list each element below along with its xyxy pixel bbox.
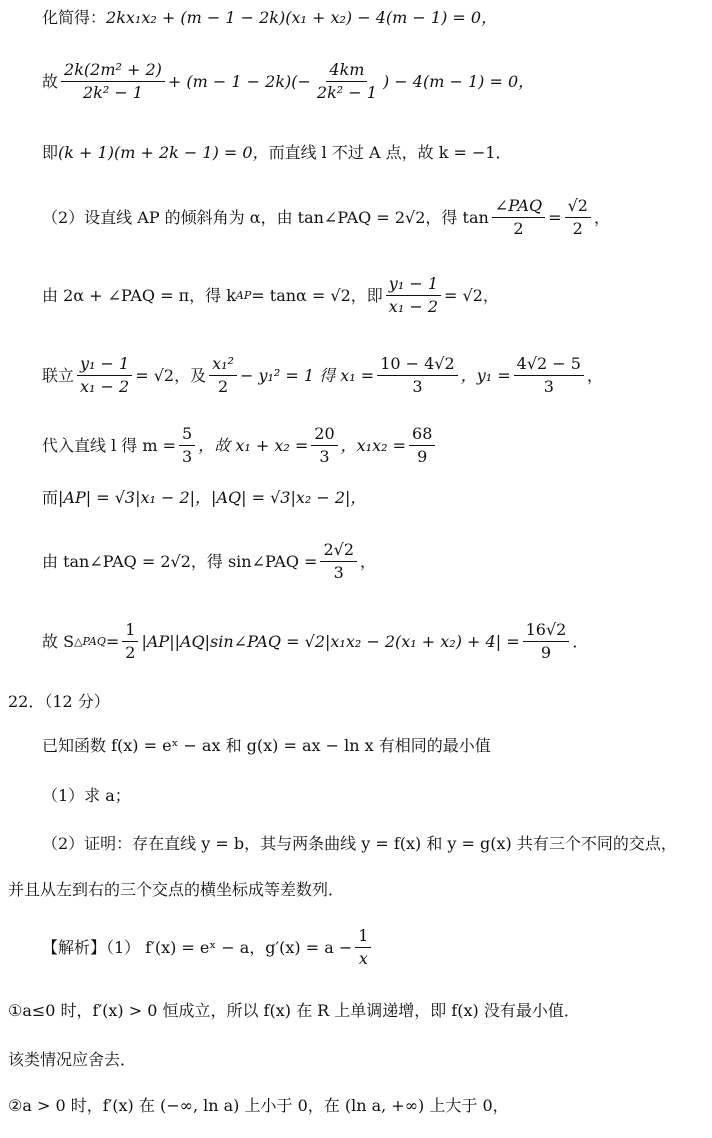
derivation-line-9: [42, 542, 376, 581]
line-4-pre: （2）设直线 AP 的倾斜角为 α，由 tan∠PAQ = 2√2，得 tan: [42, 207, 489, 227]
problem-statement: [42, 738, 491, 754]
solution-case-1-text: ①a≤0 时，f′(x) > 0 恒成立，所以 f(x) 在 R 上单调递增，即 f(x) 没有最小值．: [8, 1001, 580, 1020]
line-10-subscript: △PAQ: [74, 635, 106, 648]
line-6-fraction-2-den: 2: [217, 377, 229, 396]
line-2-post: ) − 4(m − 1) = 0，: [382, 71, 535, 91]
line-6-fraction-2-num: x₁²: [209, 356, 237, 376]
derivation-line-7: [42, 426, 438, 465]
line-10-fraction-2: [523, 622, 570, 661]
line-6-fraction-4: [514, 356, 584, 395]
derivation-line-2: [42, 62, 534, 101]
line-2-mid: + (m − 1 − 2k)(−: [167, 71, 311, 91]
line-4-fraction-2: [565, 198, 591, 237]
solution-header-pre: 【解析】（1） f′(x) = eˣ − a，g′(x) = a −: [42, 937, 353, 957]
line-10-fraction-2-den: 9: [540, 643, 552, 662]
question-part-2: [42, 836, 677, 852]
line-6-mid-3: ，y₁ =: [460, 365, 511, 385]
line-8-pre: 而: [42, 488, 59, 507]
line-10-mid: =: [105, 631, 120, 651]
line-5-pre: 由 2α + ∠PAQ = π，得 k: [42, 285, 236, 305]
line-7-fraction-3-num: 68: [409, 426, 435, 446]
line-8-math: |AP| = √3|x₁ − 2|，|AQ| = √3|x₂ − 2|，: [58, 488, 367, 507]
line-4-mid: =: [548, 207, 562, 227]
line-4-fraction-1-den: 2: [513, 219, 524, 238]
line-2-fraction-2-num: 4km: [326, 62, 367, 82]
problem-number-text: 22．（12 分）: [8, 692, 110, 711]
solution-case-2: [8, 1098, 509, 1114]
derivation-line-3: [42, 145, 512, 161]
line-6-mid: = √2，及: [135, 365, 207, 385]
derivation-line-4: [42, 198, 610, 237]
line-5-fraction-den: x₁ − 2: [388, 297, 438, 316]
line-2-pre: 故: [42, 71, 59, 91]
line-6-fraction-3-num: 10 − 4√2: [377, 356, 458, 376]
line-3-post: 而直线 l 不过 A 点，故 k = −1．: [268, 143, 512, 162]
line-6-fraction-1: [77, 356, 132, 395]
line-6-fraction-4-num: 4√2 − 5: [514, 356, 584, 376]
line-7-fraction-1-den: 3: [182, 447, 193, 466]
question-part-2-cont-text: 并且从左到右的三个交点的横坐标成等差数列．: [8, 880, 345, 899]
solution-header-fraction: [355, 928, 371, 967]
line-1-pre: 化简得：: [42, 8, 107, 27]
derivation-line-5: [42, 276, 499, 315]
problem-statement-text: 已知函数 f(x) = eˣ − ax 和 g(x) = ax − ln x 有相同的最小值: [42, 736, 491, 755]
line-6-fraction-1-num: y₁ − 1: [77, 356, 132, 376]
derivation-line-10: [42, 622, 588, 661]
line-4-post: ，: [593, 207, 610, 227]
solution-header: [42, 928, 374, 967]
solution-case-2-text: ②a > 0 时，f′(x) 在 (−∞, ln a) 上小于 0，在 (ln a, +∞) 上大于 0，: [8, 1096, 509, 1115]
line-3-math: (k + 1)(m + 2k − 1) = 0，: [58, 143, 269, 162]
line-9-post: ，: [360, 551, 377, 571]
line-9-fraction-num: 2√2: [320, 542, 357, 562]
line-2-fraction-1: [61, 62, 165, 101]
line-2-fraction-1-num: 2k(2m² + 2): [61, 62, 165, 82]
line-10-pre: 故 S: [42, 631, 75, 651]
derivation-line-1: [42, 10, 497, 26]
line-5-mid: = tanα = √2，即: [251, 285, 383, 305]
question-part-2-cont: [8, 882, 344, 898]
line-10-mid-2: |AP||AQ|sin∠PAQ = √2|x₁x₂ − 2(x₁ + x₂) + 4| =: [141, 631, 520, 651]
question-part-1: [42, 788, 131, 804]
solution-case-1-note-text: 该类情况应舍去．: [8, 1050, 137, 1069]
line-2-fraction-1-den: 2k² − 1: [82, 83, 143, 102]
line-7-fraction-3-den: 9: [417, 447, 428, 466]
line-5-post: = √2，: [444, 285, 499, 305]
line-5-fraction: [386, 276, 441, 315]
solution-header-fraction-den: x: [358, 949, 368, 968]
solution-case-1-note: [8, 1052, 136, 1068]
line-7-fraction-1-num: 5: [179, 426, 195, 446]
derivation-line-8: [42, 490, 366, 506]
line-6-post: ，: [586, 365, 603, 385]
line-10-fraction-1-num: 1: [122, 622, 138, 642]
line-10-fraction-1-den: 2: [125, 643, 136, 662]
line-6-fraction-4-den: 3: [543, 377, 554, 396]
line-6-mid-2: − y₁² = 1 得 x₁ =: [239, 365, 375, 385]
line-10-post: ．: [572, 631, 589, 651]
problem-number: [8, 694, 110, 710]
line-4-fraction-2-den: 2: [572, 219, 583, 238]
line-5-subscript: AP: [235, 289, 252, 302]
line-7-fraction-2-num: 20: [311, 426, 337, 446]
solution-header-fraction-num: 1: [355, 928, 371, 948]
line-6-pre: 联立: [42, 365, 75, 385]
line-6-fraction-2: [209, 356, 237, 395]
line-2-fraction-2-den: 2k² − 1: [316, 83, 377, 102]
line-4-fraction-1: [492, 198, 545, 237]
line-10-fraction-1: [122, 622, 138, 661]
line-5-fraction-num: y₁ − 1: [386, 276, 441, 296]
line-9-pre: 由 tan∠PAQ = 2√2，得 sin∠PAQ =: [42, 551, 318, 571]
line-9-fraction: [320, 542, 357, 581]
line-10-fraction-2-num: 16√2: [523, 622, 570, 642]
question-part-2-text: （2）证明：存在直线 y = b，其与两条曲线 y = f(x) 和 y = g(x) 共有三个不同的交点，: [42, 834, 677, 853]
line-6-fraction-3-den: 3: [412, 377, 423, 396]
line-7-mid: ，故 x₁ + x₂ =: [198, 435, 309, 455]
line-6-fraction-3: [377, 356, 458, 395]
line-6-fraction-1-den: x₁ − 2: [80, 377, 130, 396]
line-2-fraction-2: [314, 62, 380, 101]
line-7-fraction-1: [179, 426, 195, 465]
line-3-pre: 即: [42, 143, 59, 162]
line-9-fraction-den: 3: [333, 563, 344, 582]
line-4-fraction-2-num: √2: [565, 198, 591, 218]
line-7-pre: 代入直线 l 得 m =: [42, 435, 177, 455]
line-7-fraction-2-den: 3: [319, 447, 330, 466]
line-1-math: 2kx₁x₂ + (m − 1 − 2k)(x₁ + x₂) − 4(m − 1) = 0，: [106, 8, 498, 27]
line-7-fraction-3: [409, 426, 435, 465]
derivation-line-6: [42, 356, 603, 395]
solution-case-1: [8, 1003, 580, 1019]
line-4-fraction-1-num: ∠PAQ: [492, 198, 545, 218]
line-7-mid-2: ，x₁x₂ =: [340, 435, 407, 455]
line-7-fraction-2: [311, 426, 337, 465]
question-part-1-text: （1）求 a；: [42, 786, 131, 805]
